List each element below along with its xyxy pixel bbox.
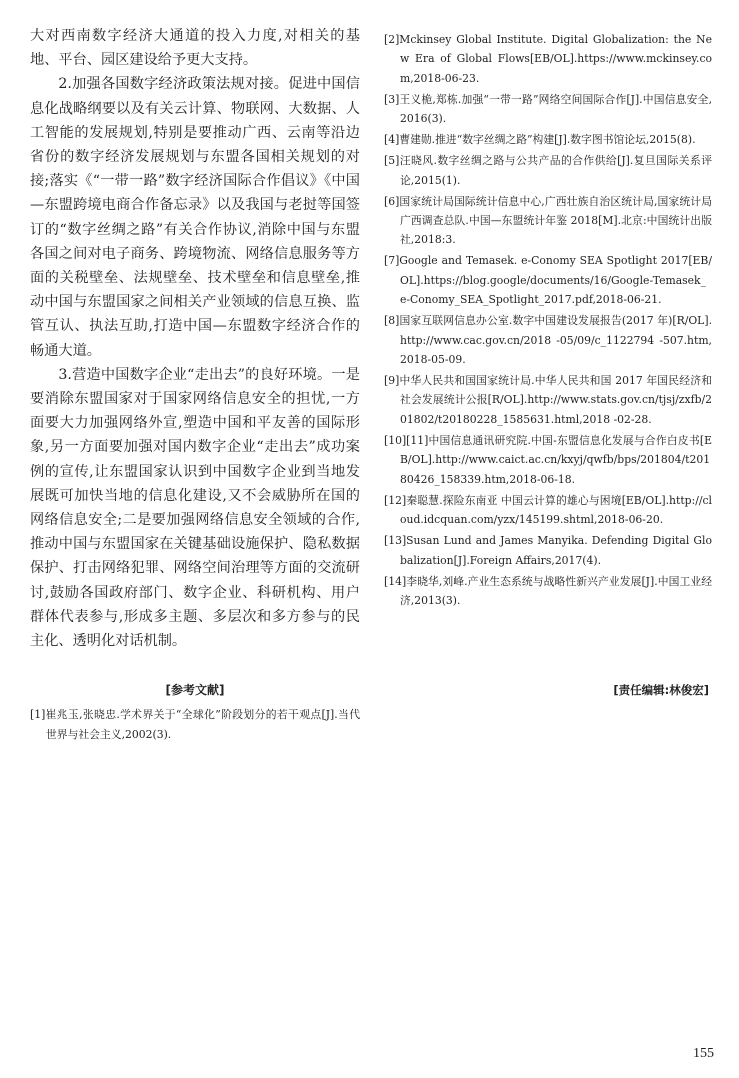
reference-item-5: [5]汪晓风.数字丝绸之路与公共产品的合作供给[J].复旦国际关系评论,2015(1).: [384, 154, 712, 187]
reference-item-14: [14]李晓华,刘峰.产业生态系统与战略性新兴产业发展[J].中国工业经济,2013(3).: [384, 574, 712, 607]
reference-item-9: [9]中华人民共和国国家统计局.中华人民共和国 2017 年国民经济和社会发展统计公报[R/OL].http://www.stats.gov.cn/tjsj/zxfb/201802/t20180228_1585631.html,2018 -02-28.: [384, 374, 712, 426]
reference-item-10-11: [10][11]中国信息通讯研究院.中国-东盟信息化发展与合作白皮书[EB/OL].http://www.caict.ac.cn/kxyj/qwfb/bps/201804/t20180426_158339.htm,2018-06-18.: [384, 433, 712, 486]
reference-item-6: [6]国家统计局国际统计信息中心,广西壮族自治区统计局,国家统计局广西调查总队.中国—东盟统计年鉴 2018[M].北京:中国统计出版社,2018:3.: [384, 194, 712, 247]
reference-list-right: [384, 30, 712, 610]
responsible-editor: [责任编辑:林俊宏]: [613, 683, 709, 697]
reference-item-4: [4]曹建勋.推进“数字丝绸之路”构建[J].数字图书馆论坛,2015(8).: [384, 133, 696, 147]
reference-item-3: [3]王义桅,郑栋.加强“一带一路”网络空间国际合作[J].中国信息安全,2016(3).: [384, 92, 712, 126]
right-column: [384, 30, 712, 612]
page-number: 155: [693, 1046, 714, 1061]
references-heading: [参考文献]: [165, 683, 225, 698]
reference-item-2: [2]Mckinsey Global Institute. Digital Globalization: the New Era of Global Flows[EB/OL].https://www.mckinsey.com,2018-06-23.: [384, 33, 712, 85]
reference-item-13: [13]Susan Lund and James Manyika. Defending Digital Globalization[J].Foreign Affairs,2017(4).: [384, 534, 712, 567]
reference-item-1: [1]崔兆玉,张晓忠.学术界关于“全球化”阶段划分的若干观点[J].当代世界与社会主义,2002(3).: [30, 708, 360, 741]
reference-item-8: [8]国家互联网信息办公室.数字中国建设发展报告(2017 年)[R/OL].http://www.cac.gov.cn/2018 -05/09/c_1122794 -507.htm,2018-05-09.: [384, 314, 712, 367]
left-column: [30, 24, 360, 746]
body-paragraph-3: 3.营造中国数字企业“走出去”的良好环境。一是要消除东盟国家对于国家网络信息安全的担忧,一方面要大力加强网络外宣,塑造中国和平友善的国际形象,另一方面要加强对国内数字企业“走出去”成功案例的宣传,让东盟国家认识到中国数字企业到当地发展既可加快当地的信息化建设,又不会威胁所在国的网络信息安全;二是要加强网络信息安全领域的合作,推动中国与东盟国家在关键基础设施保护、隐私数据保护、打击网络犯罪、网络空间治理等方面的交流研讨,鼓励各国政府部门、数字企业、科研机构、用户群体代表参与,形成多主题、多层次和多方参与的民主化、透明化对话机制。: [30, 366, 360, 650]
reference-item-7: [7]Google and Temasek. e-Conomy SEA Spotlight 2017[EB/OL].https://blog.google/documents/16/Google-Temasek_e-Conomy_SEA_Spotlight_2017.pdf,2018-06-21.: [384, 254, 712, 307]
body-paragraph-2: 2.加强各国数字经济政策法规对接。促进中国信息化战略纲要以及有关云计算、物联网、大数据、人工智能的发展规划,特别是要推动广西、云南等沿边省份的数字经济发展规划与东盟各国相关规划的对接;落实《“一带一路”数字经济国际合作倡议》《中国—东盟跨境电商合作备忘录》以及我国与老挝等国签订的“数字丝绸之路”有关合作协议,消除中国与东盟各国之间对电子商务、跨境物流、网络信息服务等方面的关税壁垒、法规壁垒、技术壁垒和信息壁垒,推动中国与东盟国家之间相关产业领域的信息互换、监管互认、执法互助,打造中国—东盟数字经济合作的畅通大道。: [30, 76, 360, 359]
reference-item-12: [12]秦聪慧.探险东南亚 中国云计算的雄心与困境[EB/OL].http://cloud.idcquan.com/yzx/145199.shtml,2018-06-20.: [384, 493, 712, 527]
reference-list-left: [30, 705, 360, 744]
body-paragraph-1: 大对西南数字经济大通道的投入力度,对相关的基地、平台、园区建设给予更大支持。: [30, 28, 360, 69]
